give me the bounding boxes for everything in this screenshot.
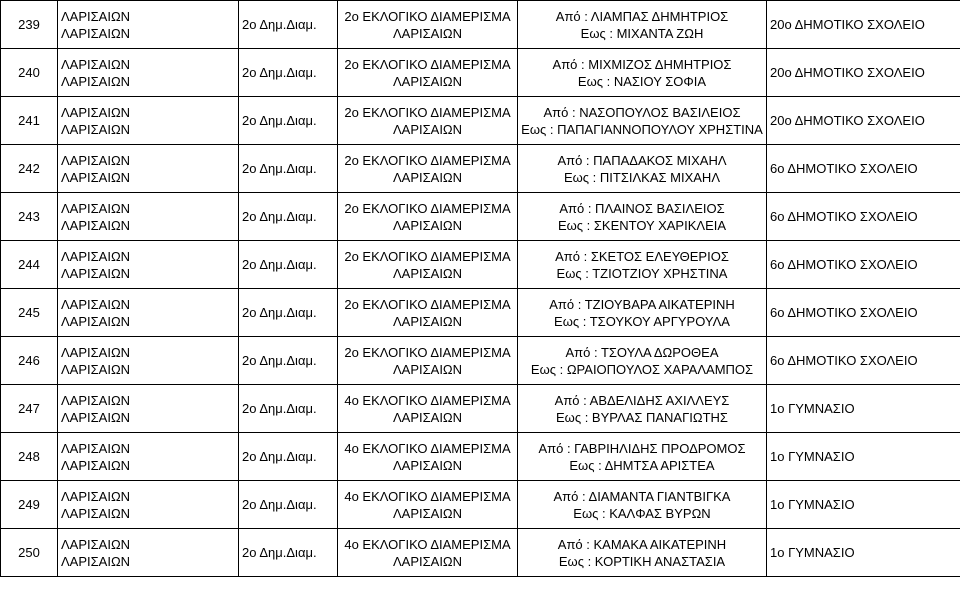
municipal-unit: 2ο Δημ.Διαμ. <box>239 385 338 433</box>
venue-cell: 1ο ΓΥΜΝΑΣΙΟ <box>767 529 960 577</box>
table-row <box>1 49 960 97</box>
station-number: 248 <box>1 433 58 481</box>
municipality-line: ΛΑΡΙΣΑΙΩΝ <box>61 104 131 120</box>
range-to: Εως : ΠΑΠΑΓΙΑΝΝΟΠΟΥΛΟΥ ΧΡΗΣΤΙΝΑ <box>521 121 763 137</box>
surname-range-cell <box>518 529 767 577</box>
table-row <box>1 289 960 337</box>
venue-cell: 1ο ΓΥΜΝΑΣΙΟ <box>767 385 960 433</box>
electoral-district-cell <box>338 481 518 529</box>
district-line: ΛΑΡΙΣΑΙΩΝ <box>392 313 463 329</box>
table-row <box>1 193 960 241</box>
district-line: ΛΑΡΙΣΑΙΩΝ <box>392 505 463 521</box>
venue-cell: 20ο ΔΗΜΟΤΙΚΟ ΣΧΟΛΕΙΟ <box>767 97 960 145</box>
municipality-line: ΛΑΡΙΣΑΙΩΝ <box>61 296 131 312</box>
district-line: ΛΑΡΙΣΑΙΩΝ <box>392 25 463 41</box>
station-number: 239 <box>1 1 58 49</box>
surname-range-cell <box>518 481 767 529</box>
district-line: 2ο ΕΚΛΟΓΙΚΟ ΔΙΑΜΕΡΙΣΜΑ <box>344 56 511 72</box>
surname-range-cell <box>518 385 767 433</box>
range-to: Εως : ΒΥΡΛΑΣ ΠΑΝΑΓΙΩΤΗΣ <box>556 409 728 425</box>
municipality-line: ΛΑΡΙΣΑΙΩΝ <box>61 440 131 456</box>
surname-range-cell <box>518 1 767 49</box>
range-from: Από : ΠΑΠΑΔΑΚΟΣ ΜΙΧΑΗΛ <box>557 152 727 168</box>
municipality-line: ΛΑΡΙΣΑΙΩΝ <box>61 409 131 425</box>
municipality-cell <box>58 289 239 337</box>
table-row <box>1 385 960 433</box>
electoral-district-cell <box>338 289 518 337</box>
range-to: Εως : ΔΗΜΤΣΑ ΑΡΙΣΤΕΑ <box>569 457 715 473</box>
district-line: 2ο ΕΚΛΟΓΙΚΟ ΔΙΑΜΕΡΙΣΜΑ <box>344 8 511 24</box>
table-row <box>1 481 960 529</box>
station-number: 250 <box>1 529 58 577</box>
venue-cell: 20ο ΔΗΜΟΤΙΚΟ ΣΧΟΛΕΙΟ <box>767 1 960 49</box>
district-line: 2ο ΕΚΛΟΓΙΚΟ ΔΙΑΜΕΡΙΣΜΑ <box>344 104 511 120</box>
municipality-cell <box>58 97 239 145</box>
municipal-unit: 2ο Δημ.Διαμ. <box>239 433 338 481</box>
surname-range-cell <box>518 337 767 385</box>
station-number: 241 <box>1 97 58 145</box>
district-line: ΛΑΡΙΣΑΙΩΝ <box>392 457 463 473</box>
district-line: 2ο ΕΚΛΟΓΙΚΟ ΔΙΑΜΕΡΙΣΜΑ <box>344 248 511 264</box>
electoral-district-cell <box>338 337 518 385</box>
station-number: 245 <box>1 289 58 337</box>
district-line: 2ο ΕΚΛΟΓΙΚΟ ΔΙΑΜΕΡΙΣΜΑ <box>344 296 511 312</box>
surname-range-cell <box>518 193 767 241</box>
range-from: Από : ΛΙΑΜΠΑΣ ΔΗΜΗΤΡΙΟΣ <box>555 8 729 24</box>
surname-range-cell <box>518 145 767 193</box>
district-line: ΛΑΡΙΣΑΙΩΝ <box>392 361 463 377</box>
municipality-line: ΛΑΡΙΣΑΙΩΝ <box>61 536 131 552</box>
station-number: 240 <box>1 49 58 97</box>
municipality-cell <box>58 1 239 49</box>
surname-range-cell <box>518 241 767 289</box>
municipality-cell <box>58 337 239 385</box>
electoral-district-cell <box>338 241 518 289</box>
station-number: 247 <box>1 385 58 433</box>
municipality-line: ΛΑΡΙΣΑΙΩΝ <box>61 505 131 521</box>
electoral-district-cell <box>338 193 518 241</box>
range-from: Από : ΔΙΑΜΑΝΤΑ ΓΙΑΝΤΒΙΓΚΑ <box>553 488 731 504</box>
municipality-line: ΛΑΡΙΣΑΙΩΝ <box>61 8 131 24</box>
municipality-line: ΛΑΡΙΣΑΙΩΝ <box>61 265 131 281</box>
municipality-line: ΛΑΡΙΣΑΙΩΝ <box>61 361 131 377</box>
table-body <box>1 1 960 577</box>
range-to: Εως : ΣΚΕΝΤΟΥ ΧΑΡΙΚΛΕΙΑ <box>557 217 727 233</box>
venue-cell: 6ο ΔΗΜΟΤΙΚΟ ΣΧΟΛΕΙΟ <box>767 241 960 289</box>
range-to: Εως : ΚΟΡΤΙΚΗ ΑΝΑΣΤΑΣΙΑ <box>558 553 726 569</box>
municipality-line: ΛΑΡΙΣΑΙΩΝ <box>61 553 131 569</box>
municipal-unit: 2ο Δημ.Διαμ. <box>239 193 338 241</box>
district-line: 4ο ΕΚΛΟΓΙΚΟ ΔΙΑΜΕΡΙΣΜΑ <box>344 392 511 408</box>
municipality-line: ΛΑΡΙΣΑΙΩΝ <box>61 457 131 473</box>
range-to: Εως : ΠΙΤΣΙΛΚΑΣ ΜΙΧΑΗΛ <box>563 169 721 185</box>
range-to: Εως : ΤΖΙΟΤΖΙΟΥ ΧΡΗΣΤΙΝΑ <box>556 265 728 281</box>
district-line: 2ο ΕΚΛΟΓΙΚΟ ΔΙΑΜΕΡΙΣΜΑ <box>344 344 511 360</box>
venue-cell: 6ο ΔΗΜΟΤΙΚΟ ΣΧΟΛΕΙΟ <box>767 289 960 337</box>
municipality-line: ΛΑΡΙΣΑΙΩΝ <box>61 313 131 329</box>
municipal-unit: 2ο Δημ.Διαμ. <box>239 529 338 577</box>
municipality-cell <box>58 49 239 97</box>
station-number: 249 <box>1 481 58 529</box>
electoral-district-cell <box>338 97 518 145</box>
range-to: Εως : ΤΣΟΥΚΟΥ ΑΡΓΥΡΟΥΛΑ <box>554 313 730 329</box>
municipality-line: ΛΑΡΙΣΑΙΩΝ <box>61 248 131 264</box>
station-number: 243 <box>1 193 58 241</box>
municipality-line: ΛΑΡΙΣΑΙΩΝ <box>61 25 131 41</box>
table-row <box>1 433 960 481</box>
range-to: Εως : ΜΙΧΑΝΤΑ ΖΩΗ <box>580 25 704 41</box>
district-line: 4ο ΕΚΛΟΓΙΚΟ ΔΙΑΜΕΡΙΣΜΑ <box>344 440 511 456</box>
venue-cell: 6ο ΔΗΜΟΤΙΚΟ ΣΧΟΛΕΙΟ <box>767 337 960 385</box>
table-row <box>1 241 960 289</box>
municipal-unit: 2ο Δημ.Διαμ. <box>239 481 338 529</box>
municipality-cell <box>58 145 239 193</box>
municipal-unit: 2ο Δημ.Διαμ. <box>239 241 338 289</box>
range-to: Εως : ΩΡΑΙΟΠΟΥΛΟΣ ΧΑΡΑΛΑΜΠΟΣ <box>530 361 754 377</box>
station-number: 242 <box>1 145 58 193</box>
municipality-cell <box>58 433 239 481</box>
station-number: 246 <box>1 337 58 385</box>
table-row <box>1 145 960 193</box>
district-line: ΛΑΡΙΣΑΙΩΝ <box>392 265 463 281</box>
municipality-line: ΛΑΡΙΣΑΙΩΝ <box>61 200 131 216</box>
municipality-line: ΛΑΡΙΣΑΙΩΝ <box>61 73 131 89</box>
municipal-unit: 2ο Δημ.Διαμ. <box>239 49 338 97</box>
electoral-district-cell <box>338 433 518 481</box>
range-to: Εως : ΝΑΣΙΟΥ ΣΟΦΙΑ <box>577 73 707 89</box>
municipality-cell <box>58 481 239 529</box>
surname-range-cell <box>518 97 767 145</box>
electoral-district-cell <box>338 145 518 193</box>
electoral-district-cell <box>338 1 518 49</box>
district-line: 2ο ΕΚΛΟΓΙΚΟ ΔΙΑΜΕΡΙΣΜΑ <box>344 200 511 216</box>
range-from: Από : ΜΙΧΜΙΖΟΣ ΔΗΜΗΤΡΙΟΣ <box>552 56 732 72</box>
municipality-cell <box>58 241 239 289</box>
range-from: Από : ΑΒΔΕΛΙΔΗΣ ΑΧΙΛΛΕΥΣ <box>554 392 730 408</box>
municipality-cell <box>58 193 239 241</box>
table-row <box>1 337 960 385</box>
district-line: ΛΑΡΙΣΑΙΩΝ <box>392 169 463 185</box>
municipal-unit: 2ο Δημ.Διαμ. <box>239 1 338 49</box>
range-from: Από : ΚΑΜΑΚΑ ΑΙΚΑΤΕΡΙΝΗ <box>557 536 727 552</box>
station-number: 244 <box>1 241 58 289</box>
venue-cell: 20ο ΔΗΜΟΤΙΚΟ ΣΧΟΛΕΙΟ <box>767 49 960 97</box>
range-from: Από : ΓΑΒΡΙΗΛΙΔΗΣ ΠΡΟΔΡΟΜΟΣ <box>538 440 746 456</box>
electoral-district-cell <box>338 49 518 97</box>
venue-cell: 6ο ΔΗΜΟΤΙΚΟ ΣΧΟΛΕΙΟ <box>767 193 960 241</box>
district-line: ΛΑΡΙΣΑΙΩΝ <box>392 73 463 89</box>
district-line: 4ο ΕΚΛΟΓΙΚΟ ΔΙΑΜΕΡΙΣΜΑ <box>344 536 511 552</box>
municipality-cell <box>58 385 239 433</box>
municipal-unit: 2ο Δημ.Διαμ. <box>239 337 338 385</box>
municipality-line: ΛΑΡΙΣΑΙΩΝ <box>61 392 131 408</box>
table-row <box>1 529 960 577</box>
venue-cell: 6ο ΔΗΜΟΤΙΚΟ ΣΧΟΛΕΙΟ <box>767 145 960 193</box>
range-from: Από : ΠΛΑΙΝΟΣ ΒΑΣΙΛΕΙΟΣ <box>559 200 725 216</box>
range-to: Εως : ΚΑΛΦΑΣ ΒΥΡΩΝ <box>573 505 711 521</box>
municipality-line: ΛΑΡΙΣΑΙΩΝ <box>61 56 131 72</box>
table-row <box>1 1 960 49</box>
district-line: ΛΑΡΙΣΑΙΩΝ <box>392 409 463 425</box>
electoral-district-cell <box>338 529 518 577</box>
range-from: Από : ΣΚΕΤΟΣ ΕΛΕΥΘΕΡΙΟΣ <box>555 248 729 264</box>
district-line: 4ο ΕΚΛΟΓΙΚΟ ΔΙΑΜΕΡΙΣΜΑ <box>344 488 511 504</box>
district-line: ΛΑΡΙΣΑΙΩΝ <box>392 121 463 137</box>
municipality-line: ΛΑΡΙΣΑΙΩΝ <box>61 152 131 168</box>
range-from: Από : ΤΖΙΟΥΒΑΡΑ ΑΙΚΑΤΕΡΙΝΗ <box>549 296 735 312</box>
electoral-district-cell <box>338 385 518 433</box>
district-line: ΛΑΡΙΣΑΙΩΝ <box>392 217 463 233</box>
range-from: Από : ΤΣΟΥΛΑ ΔΩΡΟΘΕΑ <box>565 344 719 360</box>
surname-range-cell <box>518 433 767 481</box>
municipality-line: ΛΑΡΙΣΑΙΩΝ <box>61 121 131 137</box>
surname-range-cell <box>518 289 767 337</box>
district-line: ΛΑΡΙΣΑΙΩΝ <box>392 553 463 569</box>
municipality-line: ΛΑΡΙΣΑΙΩΝ <box>61 344 131 360</box>
venue-cell: 1ο ΓΥΜΝΑΣΙΟ <box>767 433 960 481</box>
surname-range-cell <box>518 49 767 97</box>
municipal-unit: 2ο Δημ.Διαμ. <box>239 145 338 193</box>
municipality-cell <box>58 529 239 577</box>
municipal-unit: 2ο Δημ.Διαμ. <box>239 97 338 145</box>
municipal-unit: 2ο Δημ.Διαμ. <box>239 289 338 337</box>
municipality-line: ΛΑΡΙΣΑΙΩΝ <box>61 169 131 185</box>
venue-cell: 1ο ΓΥΜΝΑΣΙΟ <box>767 481 960 529</box>
table-row <box>1 97 960 145</box>
range-from: Από : ΝΑΣΟΠΟΥΛΟΣ ΒΑΣΙΛΕΙΟΣ <box>543 104 741 120</box>
municipality-line: ΛΑΡΙΣΑΙΩΝ <box>61 488 131 504</box>
district-line: 2ο ΕΚΛΟΓΙΚΟ ΔΙΑΜΕΡΙΣΜΑ <box>344 152 511 168</box>
municipality-line: ΛΑΡΙΣΑΙΩΝ <box>61 217 131 233</box>
